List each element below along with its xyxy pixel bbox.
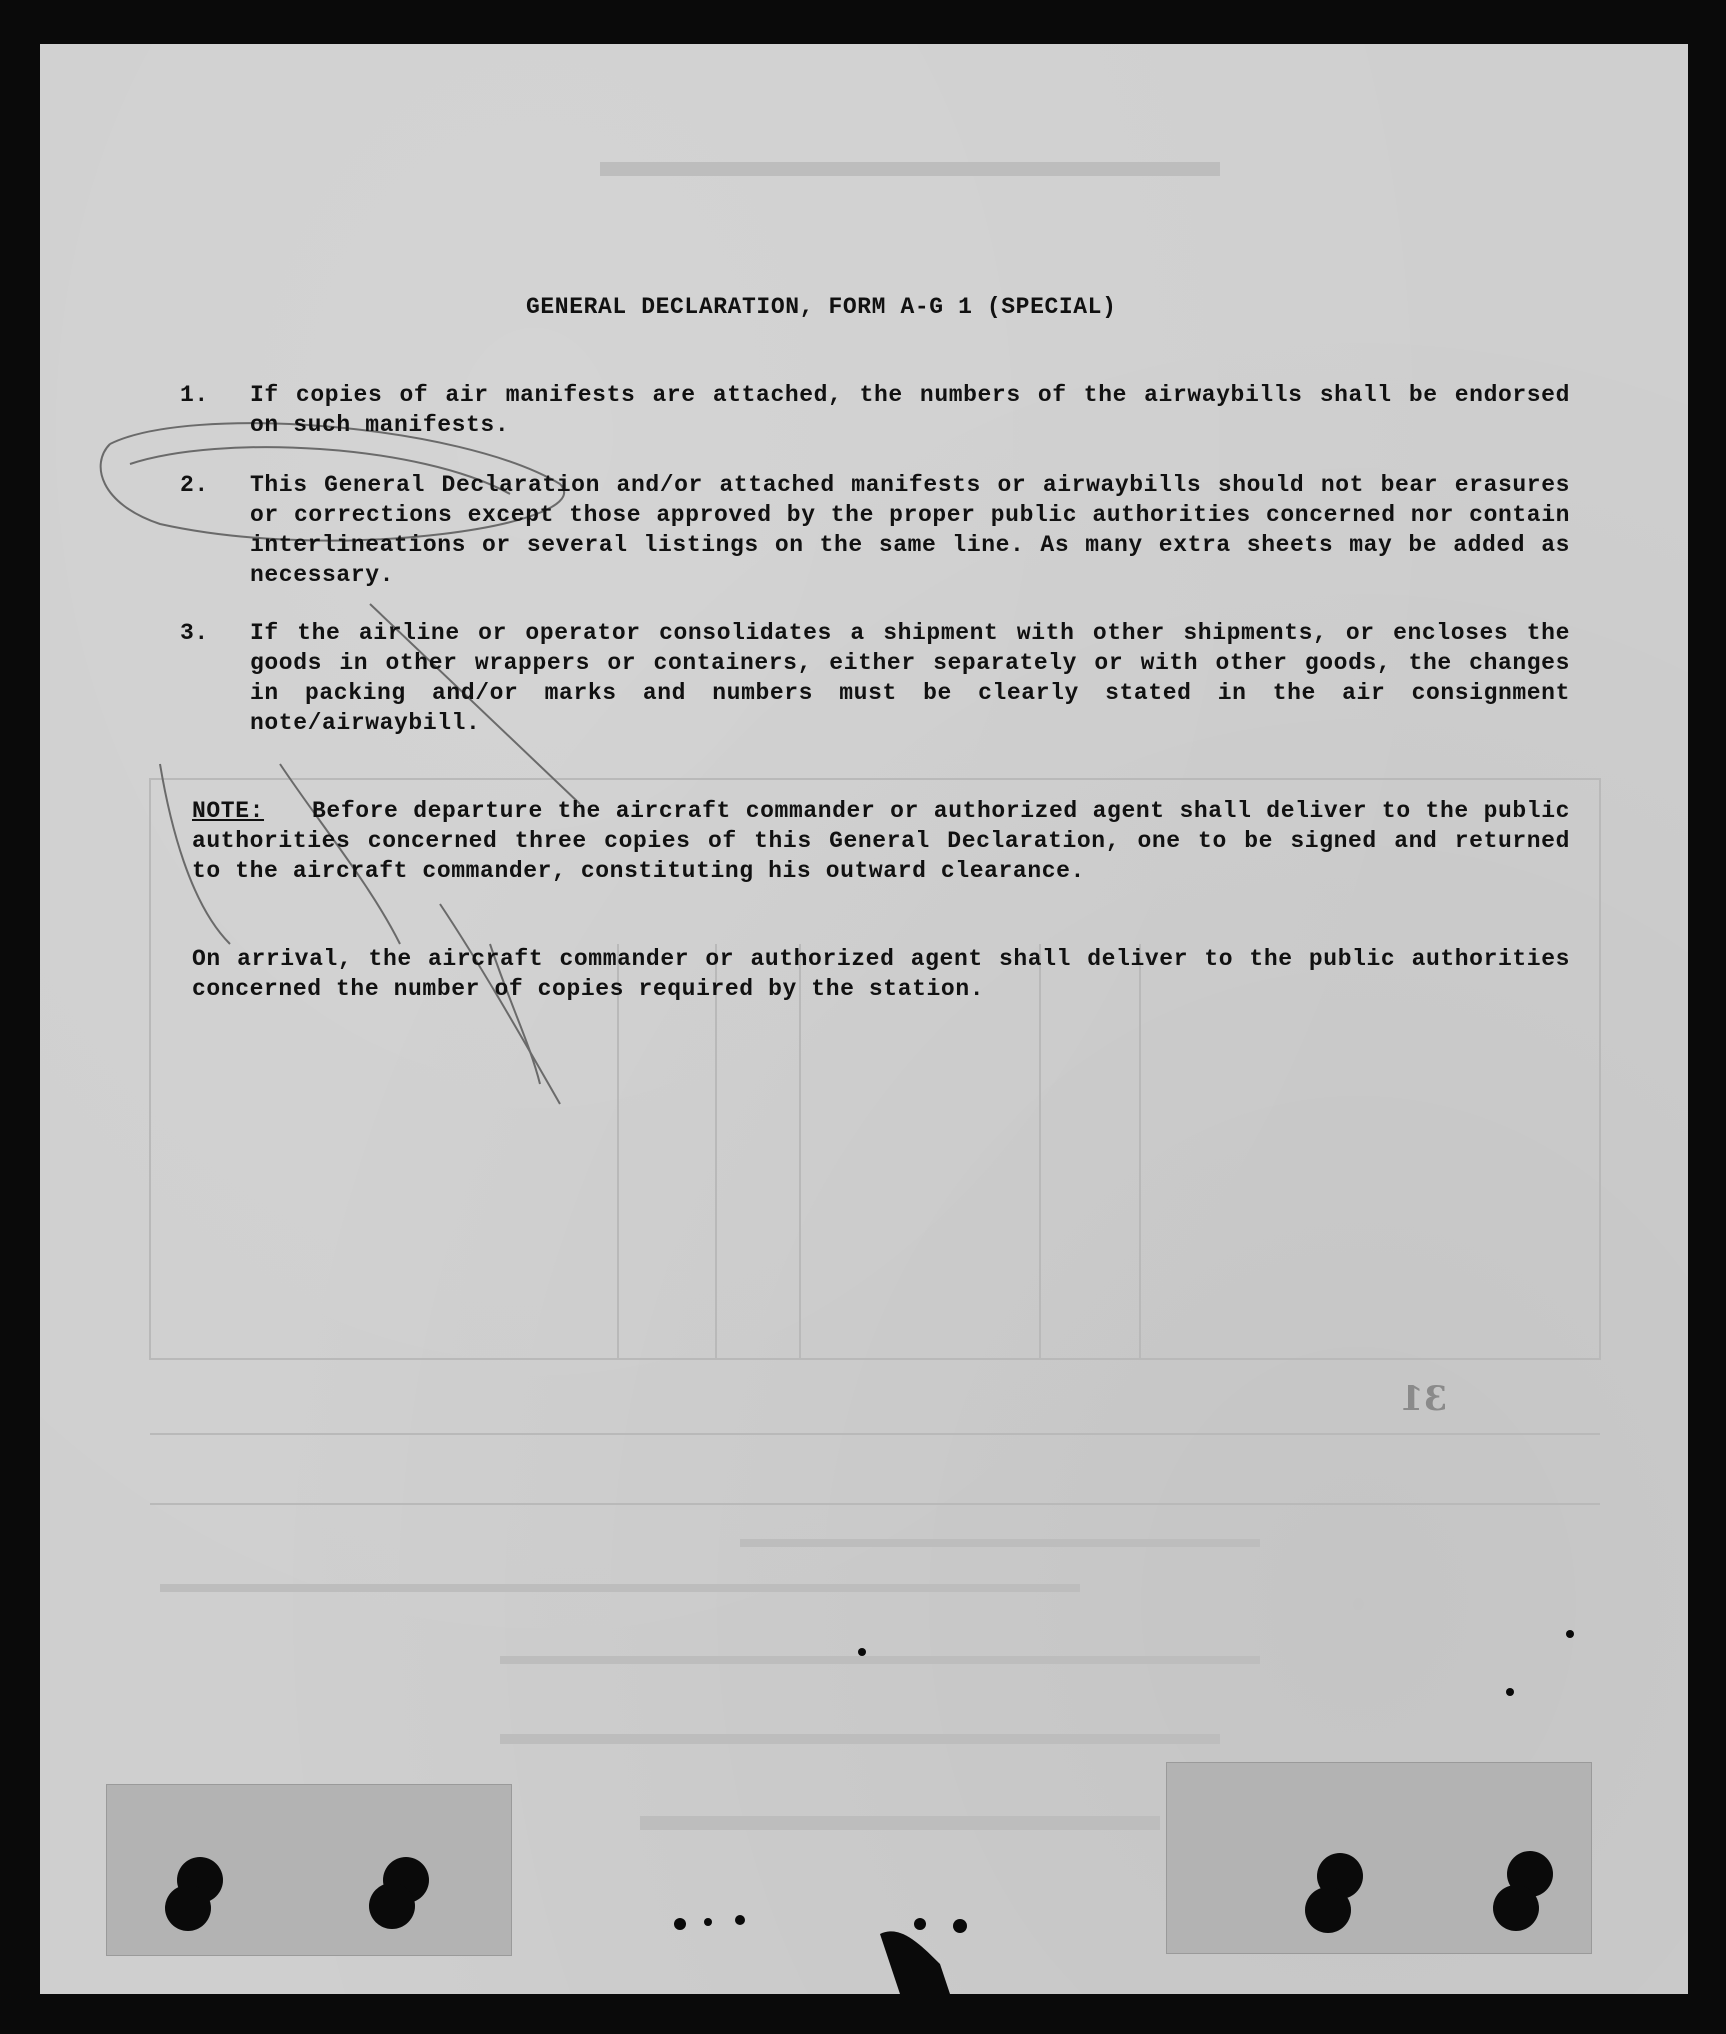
item-number: 1.	[180, 382, 209, 408]
item-text: This General Declaration and/or attached manifests or airwaybills should not bear erasures or corrections except those approved by the proper public authorities concerned nor contain interlineations or several listings on the same line. As many extra sheets may be added as necessary.	[250, 472, 1570, 588]
note-label: NOTE:	[192, 798, 265, 824]
arrival-paragraph: On arrival, the aircraft commander or authorized agent shall deliver to the public authorities concerned the number of copies required by the station.	[192, 946, 1570, 1002]
instruction-item	[180, 618, 1570, 738]
punch-hole	[165, 1885, 211, 1931]
note-text: Before departure the aircraft commander or authorized agent shall deliver to the public authorities concerned three copies of this General Declaration, one to be signed and returned to the aircraft commander, constituting his outward clearance.	[192, 798, 1570, 884]
item-text: If copies of air manifests are attached, the numbers of the airwaybills shall be endorsed on such manifests.	[250, 382, 1570, 438]
page-number-stamp: 31	[1400, 1379, 1448, 1419]
instruction-item	[180, 470, 1570, 590]
form-title: GENERAL DECLARATION, FORM A-G 1 (SPECIAL)	[526, 294, 1117, 320]
note-paragraph	[192, 796, 1570, 886]
punch-hole	[1493, 1885, 1539, 1931]
paper-sheet	[40, 44, 1688, 1994]
instruction-item	[180, 380, 1570, 440]
item-text: If the airline or operator consolidates a shipment with other shipments, or encloses the goods in other wrappers or containers, either separately or with other goods, the changes in packing and/or marks and numbers must be clearly stated in the air consignment note/airwaybill.	[250, 620, 1570, 736]
item-number: 3.	[180, 620, 209, 646]
punch-hole	[1305, 1887, 1351, 1933]
punch-hole	[369, 1883, 415, 1929]
bleed-through-form-lines	[40, 44, 1688, 1994]
item-number: 2.	[180, 472, 209, 498]
binding-tab-right	[1166, 1762, 1592, 1954]
pencil-scribble-annotation	[40, 44, 1688, 1994]
binding-tab-left	[106, 1784, 512, 1956]
ink-specks	[40, 44, 1688, 1994]
